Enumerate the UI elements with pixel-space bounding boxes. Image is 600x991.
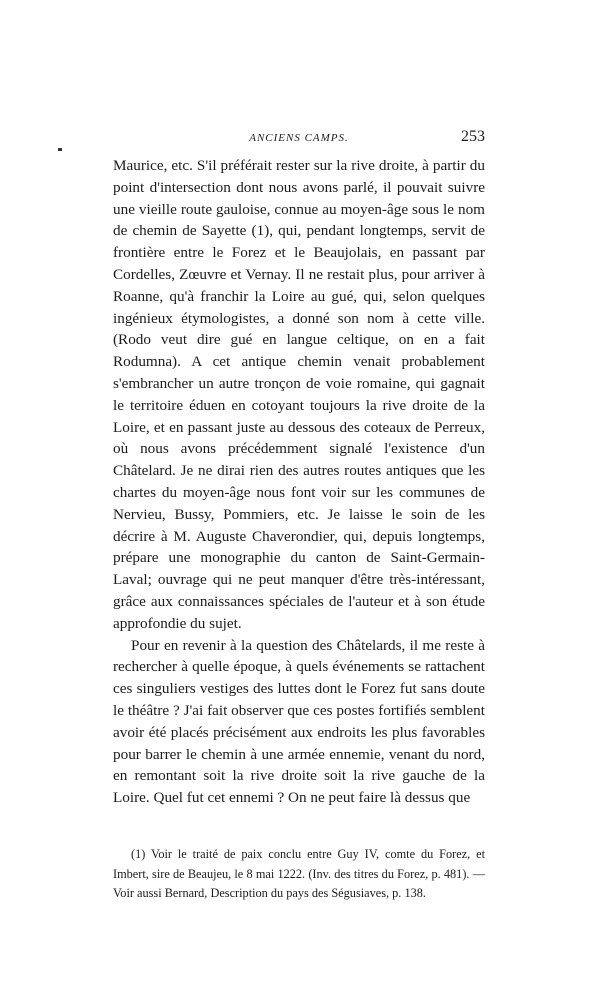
page-header — [113, 128, 485, 154]
body-text — [113, 155, 485, 809]
ink-speck — [58, 148, 62, 151]
paragraph-1: Maurice, etc. S'il préférait rester sur la rive droite, à partir du point d'intersection dont nous avons parlé, il pouvait suivre une vieille route gauloise, connue au moyen-âge sous le nom de chemin de Sayette (1), qui, pendant longtemps, servit de frontière entre le Forez et le Beaujolais, en passant par Cordelles, Zœuvre et Vernay. Il ne restait plus, pour arriver à Roanne, qu'à franchir la Loire au gué, qui, selon quelques ingénieux étymologistes, a donné son nom à cette ville. (Rodo veut dire gué en langue celtique, on en a fait Rodumna). A cet antique chemin venait probablement s'embrancher un autre tronçon de voie romaine, qui gagnait le territoire éduen en cotoyant toujours la rive droite de la Loire, et en passant juste au dessous des coteaux de Perreux, où nous avons précédemment signalé l'existence d'un Châtelard. Je ne dirai rien des autres routes antiques que les chartes du moyen-âge nous font voir sur les communes de Nervieu, Bussy, Pommiers, etc. Je laisse le soin de les décrire à M. Auguste Chaverondier, qui, depuis longtemps, prépare une monographie du canton de Saint-Germain-Laval; ouvrage qui ne peut manquer d'être très-intéressant, grâce aux connaissances spéciales de l'auteur et à son étude approfondie du sujet. — [113, 157, 485, 632]
paragraph-2: Pour en revenir à la question des Châtelards, il me reste à rechercher à quelle époque, à quels événements se rattachent ces singuliers vestiges des luttes dont le Forez fut sans doute le théâtre ? J'ai fait observer que ces postes fortifiés semblent avoir été placés précisément aux endroits les plus favorables pour barrer le chemin à une armée ennemie, venant du nord, en remontant soit la rive droite soit la rive gauche de la Loire. Quel fut cet ennemi ? On ne peut faire là dessus que — [113, 636, 485, 807]
footnote: (1) Voir le traité de paix conclu entre Guy IV, comte du Forez, et Imbert, sire de Beaujeu, le 8 mai 1222. (Inv. des titres du Forez, p. 481). — Voir aussi Bernard, Description du pays des Ségusiaves, p. 138. — [113, 847, 485, 900]
page-number: 253 — [461, 128, 485, 145]
running-head: ANCIENS CAMPS. — [249, 132, 349, 144]
